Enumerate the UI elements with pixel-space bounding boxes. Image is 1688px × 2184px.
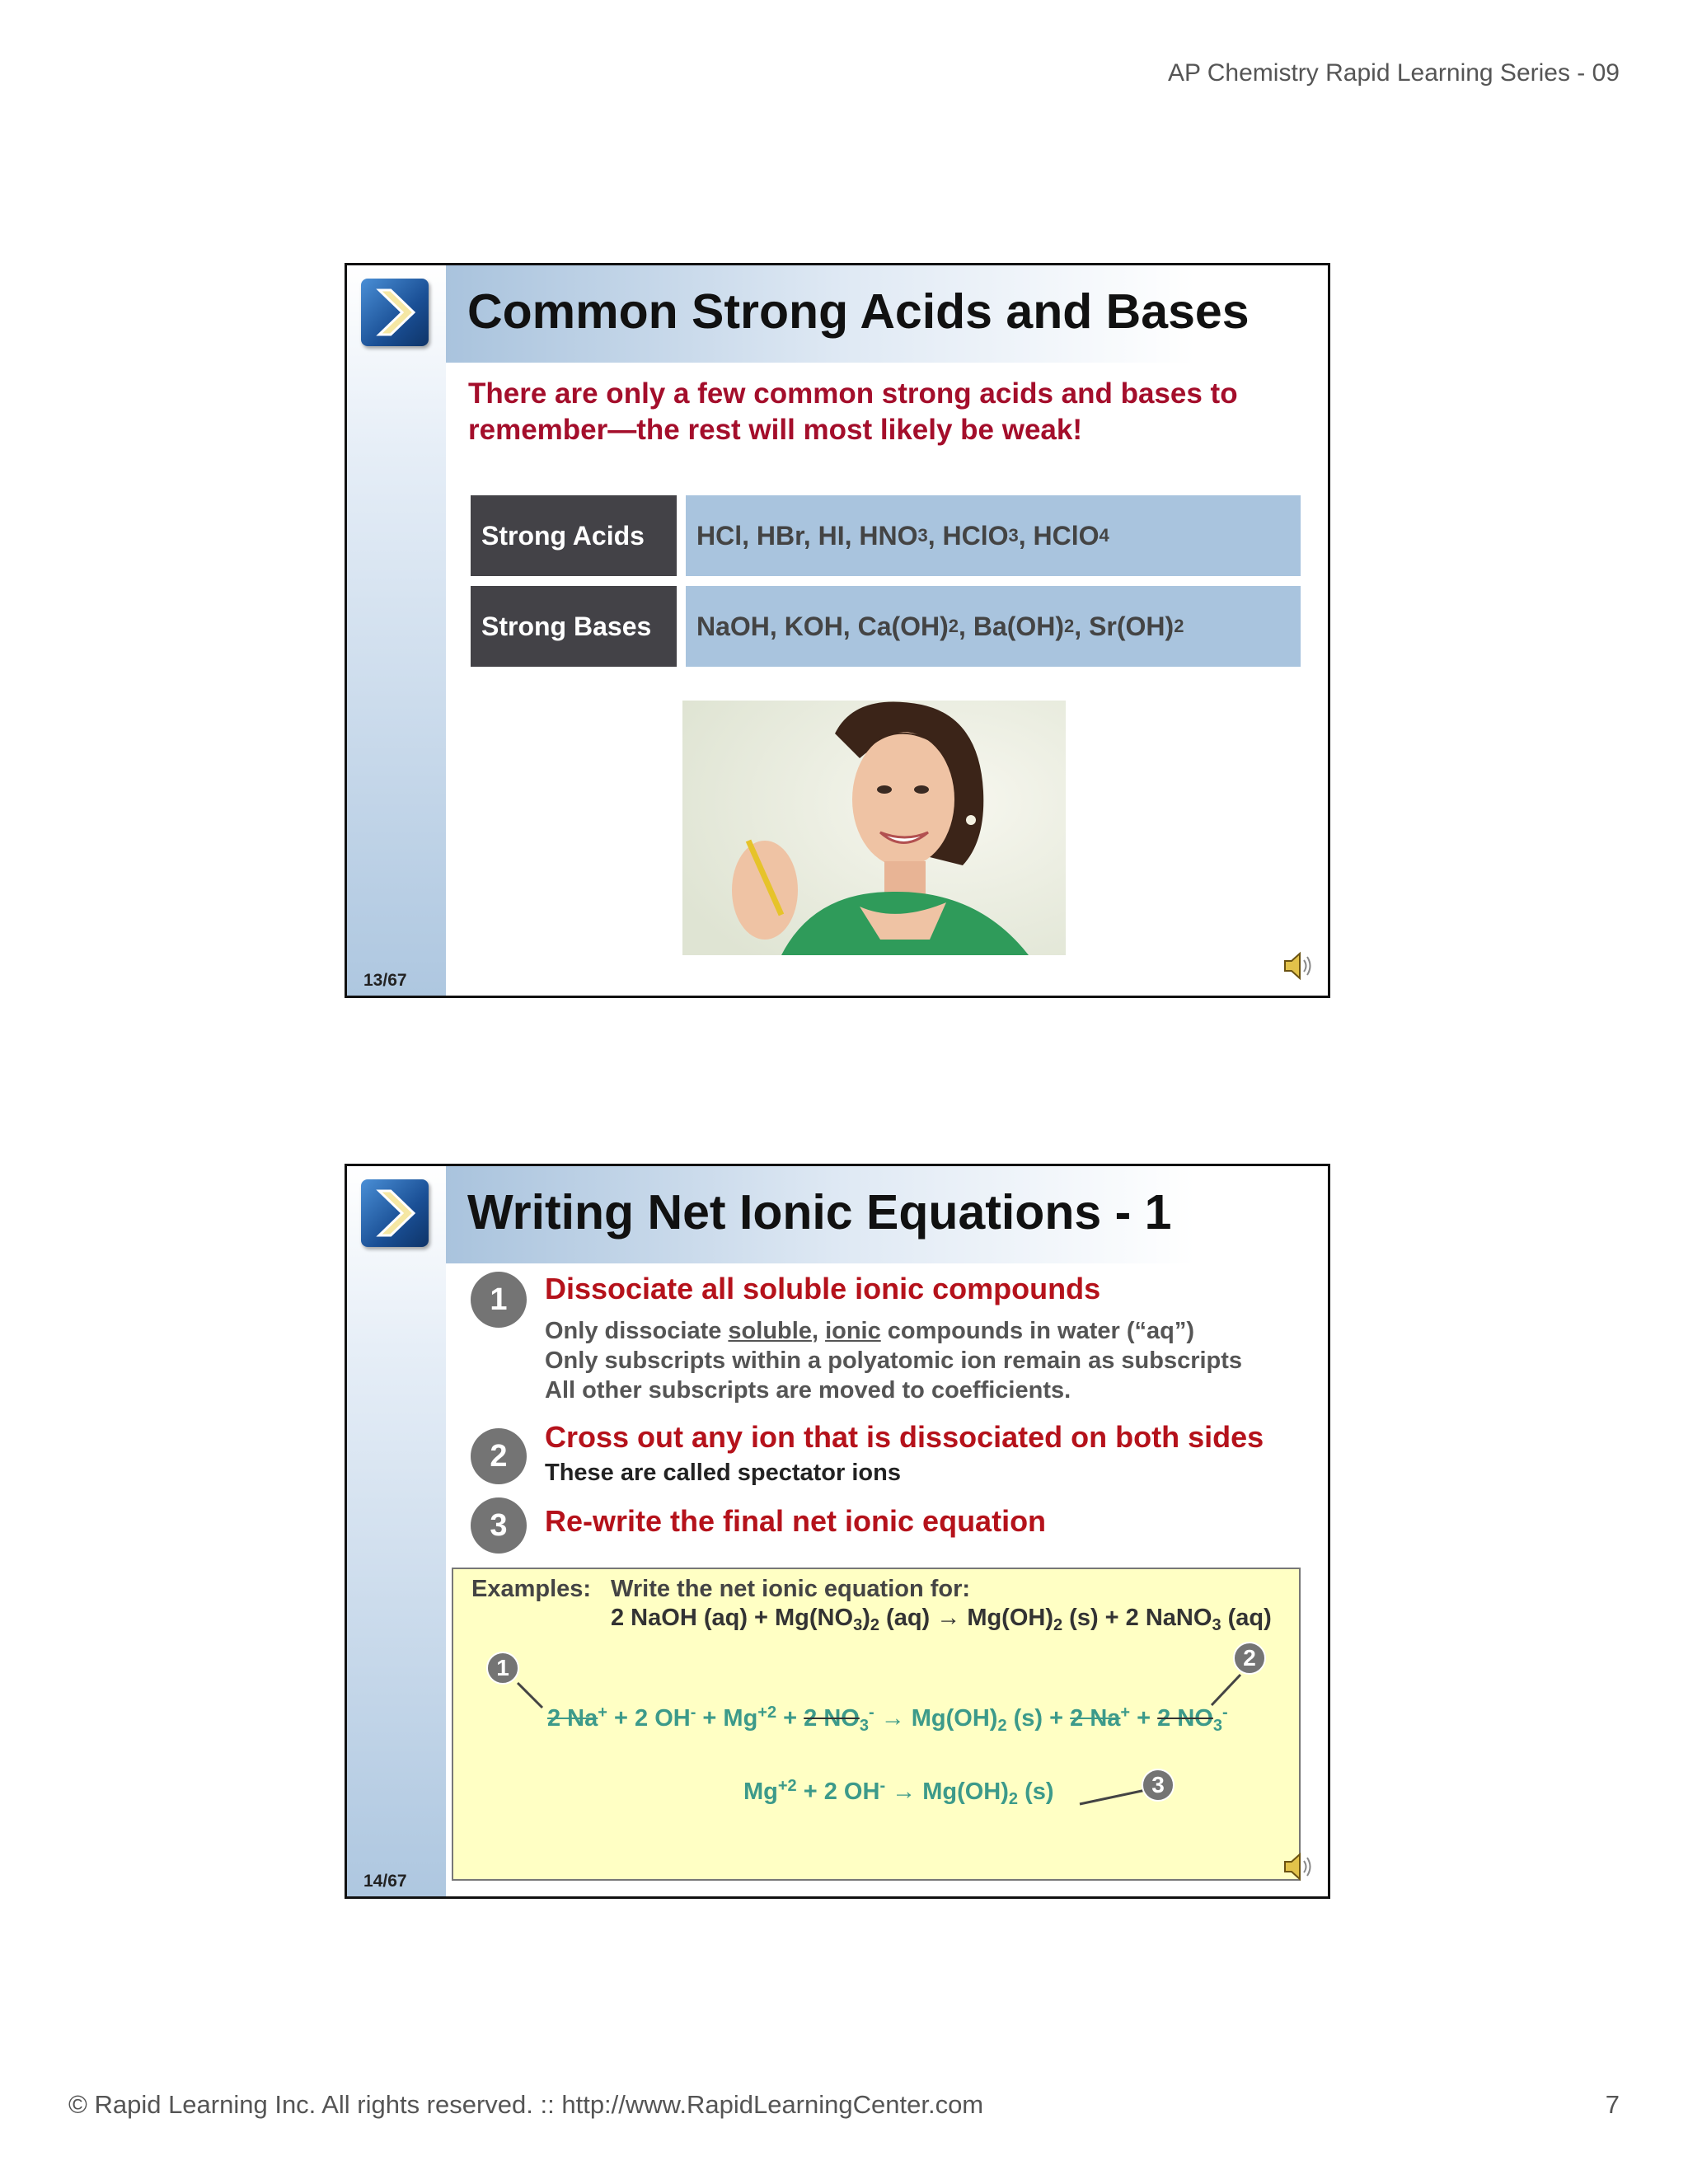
eq-text: 2 NaOH (aq) + Mg(NO [611,1605,854,1631]
subscript: 3 [1212,1717,1222,1735]
example-prompt: Write the net ionic equation for: [611,1576,971,1602]
subscript: 2 [1174,616,1184,636]
spectator-ion: 2 Na [547,1705,598,1732]
ion-text: + 2 OH [607,1705,691,1732]
formula-text: , HClO [927,520,1009,551]
step-text: Only dissociate [545,1318,729,1344]
slide-net-ionic-equations [345,1164,1330,1899]
eq-text: ) [862,1605,870,1631]
step-2-number: 2 [471,1428,527,1484]
charge: - [879,1777,886,1795]
strong-bases-label: Strong Bases [471,586,677,667]
strong-bases-list [686,586,1301,667]
page-number: 7 [1605,2090,1620,2119]
annotation-lines [453,1569,1302,1882]
chevron-logo-icon [361,1179,429,1247]
step-1-detail [545,1318,1194,1345]
spectator-ion: 2 Na [1070,1705,1121,1732]
strong-acids-list [686,495,1301,576]
page-header: AP Chemistry Rapid Learning Series - 09 [1167,59,1620,87]
ion-text: → Mg(OH) [885,1779,1009,1805]
formula-text: , Sr(OH) [1074,611,1175,641]
charge: + [598,1704,607,1722]
subscript: 2 [1064,616,1075,636]
step-1-detail: All other subscripts are moved to coefficients. [545,1377,1071,1404]
underlined-word: soluble [728,1318,812,1344]
ion-text: + Mg [696,1705,758,1732]
charge: - [690,1704,696,1722]
step-3-number: 3 [471,1497,527,1554]
subscript: 3 [1008,525,1019,546]
charge: - [868,1704,874,1722]
subscript: 3 [853,1616,863,1634]
formula-text: , HClO [1018,520,1100,551]
slide-title: Common Strong Acids and Bases [467,284,1250,339]
speaker-icon[interactable] [1282,1850,1315,1883]
subscript: 3 [859,1717,869,1735]
formula-text: , Ba(OH) [959,611,1065,641]
subscript: 4 [1099,525,1109,546]
subscript: 2 [870,1616,879,1634]
step-2-detail: These are called spectator ions [545,1460,901,1486]
ion-text: (s) + [1006,1705,1071,1732]
slide-number: 14/67 [363,1872,407,1891]
example-box [452,1568,1301,1881]
step-1-title: Dissociate all soluble ionic compounds [545,1272,1101,1305]
subscript: 2 [997,1717,1007,1735]
slide-number: 13/67 [363,971,407,990]
ion-text: → Mg(OH) [874,1705,998,1732]
ion-text: + 2 OH [796,1779,880,1805]
subscript: 3 [1212,1616,1221,1634]
subscript: 3 [917,525,928,546]
ion-text: + [1130,1705,1158,1732]
intro-line: remember—the rest will most likely be weak! [468,414,1083,446]
step-1-detail: Only subscripts within a polyatomic ion remain as subscripts [545,1347,1243,1374]
formula-text: NaOH, KOH, Ca(OH) [696,611,949,641]
slide-intro-text [468,376,1292,448]
step-3-title: Re-write the final net ionic equation [545,1504,1047,1538]
underlined-word: ionic [825,1318,881,1344]
page-footer-copyright: © Rapid Learning Inc. All rights reserved. :: http://www.RapidLearningCenter.com [68,2090,984,2119]
eq-text: (s) + 2 NaNO [1062,1605,1212,1631]
step-1-number: 1 [471,1272,527,1328]
slide-title: Writing Net Ionic Equations - 1 [467,1185,1172,1240]
slide-strong-acids-bases [345,263,1330,998]
slide-side-bar [347,265,446,996]
subscript: 2 [1008,1790,1019,1808]
charge: +2 [777,1777,797,1795]
eq-text: (aq) → Mg(OH) [879,1605,1053,1631]
charge: +2 [757,1704,777,1722]
student-photo [682,701,1066,955]
example-label: Examples: [471,1576,592,1602]
charge: - [1221,1704,1228,1722]
eq-text: (aq) [1221,1605,1272,1631]
step-2-title: Cross out any ion that is dissociated on both sides [545,1420,1264,1454]
ion-text: (s) [1018,1779,1054,1805]
formula-text: HCl, HBr, HI, HNO [696,520,918,551]
spectator-ion: 2 NO [1157,1705,1213,1732]
ion-text: + [776,1705,804,1732]
step-text: , [811,1318,826,1344]
ion-text: Mg [743,1779,778,1805]
speaker-icon[interactable] [1282,949,1315,982]
marker-1: 1 [486,1652,519,1685]
spectator-ion: 2 NO [804,1705,860,1732]
slide-side-bar [347,1166,446,1896]
charge: + [1120,1704,1131,1722]
intro-line: There are only a few common strong acids and bases to [468,377,1238,410]
marker-2: 2 [1233,1642,1266,1675]
subscript: 2 [948,616,959,636]
subscript: 2 [1053,1616,1063,1634]
step-text: compounds in water (“aq”) [880,1318,1194,1344]
marker-3: 3 [1142,1769,1175,1802]
chevron-logo-icon [361,279,429,346]
strong-acids-label: Strong Acids [471,495,677,576]
